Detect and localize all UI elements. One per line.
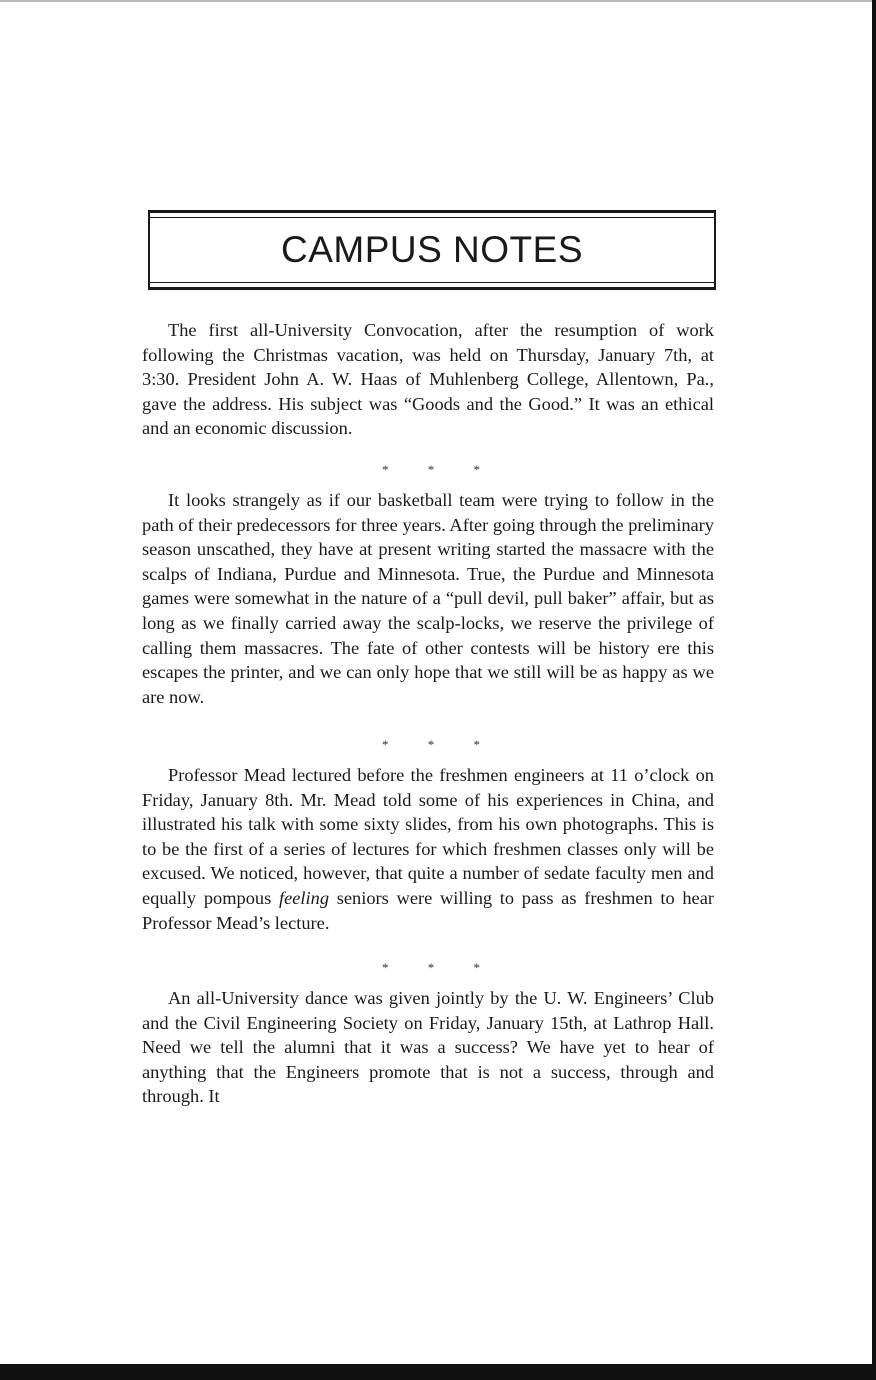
article-text: It looks strangely as if our basketball team were trying to follow in the path of their predecessors for three years. After going through the preliminary season unscathed, they have at present writing started the massacre with the scalps of Indiana, Purdue and Minnesota. True, the Purdue and Minnesota games were somewhat in the nature of a “pull devil, pull baker” affair, but as long as we finally carried away the scalp-locks, we reserve the privilege of calling them massacres. The fate of other contests will be history ere this escapes the printer, and we can only hope that we still will be as happy as we are now.	[142, 490, 714, 707]
article-text: Professor Mead lectured before the freshmen engineers at 11 o’clock on Friday, January 8th. Mr. Mead told some of his experiences in China, and illustrated his talk with some sixty slides, from his own photographs. This is to be the first of a series of lectures for which freshmen classes only will be excused. We noticed, however, that quite a number of sedate faculty men and equally pompous	[142, 765, 714, 908]
scan-edge-bottom	[0, 1364, 876, 1380]
article-text: An all-University dance was given jointly by the U. W. Engineers’ Club and the Civil Engineering Society on Friday, January 15th, at Lathrop Hall. Need we tell the alumni that it was a success? We have yet to hear of anything that the Engineers promote that is not a success, through and through. It	[142, 988, 714, 1107]
scan-edge-right	[872, 0, 876, 1380]
scan-edge-top	[0, 0, 876, 2]
section-separator: * * *	[382, 462, 498, 477]
emphasis-word: feeling	[278, 887, 330, 908]
section-separator: * * *	[382, 737, 498, 752]
article-basketball	[142, 488, 714, 709]
section-separator: * * *	[382, 960, 498, 975]
article-dance	[142, 986, 714, 1109]
title-frame	[148, 210, 716, 290]
article-text: The first all-University Convocation, after the resumption of work following the Christmas vacation, was held on Thursday, January 7th, at 3:30. President John A. W. Haas of Muhlenberg College, Allentown, Pa., gave the address. His subject was “Goods and the Good.” It was an ethical and an economic discussion.	[142, 320, 714, 439]
page-title: CAMPUS NOTES	[280, 229, 584, 270]
article-text: seniors were willing to pass as freshmen to hear Professor Mead’s lecture.	[142, 887, 714, 933]
article-convocation	[142, 318, 714, 441]
article-professor-mead	[142, 763, 714, 935]
